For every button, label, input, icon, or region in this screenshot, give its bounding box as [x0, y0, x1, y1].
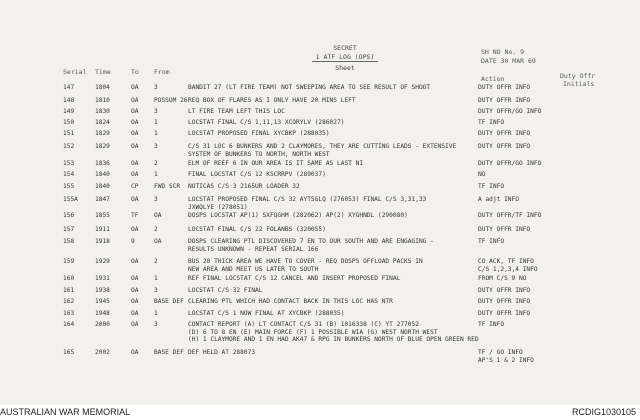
action-cell: FROM C/S 9 NO [478, 275, 527, 282]
serial-cell: 158 [63, 238, 75, 245]
time-cell: 1829 [95, 143, 110, 150]
time-cell: 1830 [95, 108, 110, 115]
time-cell: 1840 [95, 171, 110, 178]
from-cell: 1 [154, 130, 158, 137]
to-cell: OA [131, 160, 139, 167]
action-cell: DUTY OFFR INFO [478, 287, 531, 294]
action-cell: TF INFO [478, 321, 505, 328]
sheet-label: Sheet [335, 64, 355, 72]
message-text: CONTACT REPORT (A) LT CONTACT C/S 31 (B) 1016338 (C) YT 277052 [188, 321, 419, 328]
serial-cell: 156 [63, 212, 75, 219]
initials-header: Initials [563, 80, 595, 88]
from-cell: 3 [154, 321, 158, 328]
serial-cell: 151 [63, 130, 75, 137]
message-text: SYSTEM OF BUNKERS TO NORTH, NORTH WEST [188, 150, 330, 158]
time-cell: 1945 [95, 298, 110, 305]
footer-record-id: RCDIG1030105 [571, 407, 636, 417]
serial-cell: 150 [63, 119, 75, 126]
serial-cell: 154 [63, 171, 75, 178]
from-cell: 1 [154, 119, 158, 126]
from-cell: FWD SCR [154, 183, 181, 190]
action-cell: DUTY OFFR INFO [478, 130, 531, 137]
from-cell: 2 [154, 226, 158, 233]
action-cell: NO [478, 171, 486, 178]
col-time-header: Time [95, 68, 111, 76]
time-cell: 1929 [95, 258, 110, 265]
doc-classification: SECRET [333, 44, 357, 52]
action-cell: DUTY OFFR INFO [478, 298, 531, 305]
message-text: (D) 6 TO 8 EN (E) MAIN FORCE (F) 1 POSSIBLE WIA (G) WEST NORTH WEST [188, 328, 438, 336]
log-date: DATE 30 MAR 69 [481, 57, 536, 65]
to-cell: 9 [131, 238, 135, 245]
action-cell: DUTY OFFR/GO INFO [478, 160, 542, 167]
message-text: JXWQLYE (278051) [188, 203, 248, 211]
serial-cell: 148 [63, 97, 75, 104]
to-cell: OA [131, 226, 139, 233]
time-cell: 1855 [95, 212, 110, 219]
message-text: DEF HELD AT 288073 [188, 349, 256, 356]
message-text: BUS 20 THICK AREA WE HAVE TO COVER - REQ DOSPS OFFLOAD PACKS IN [188, 258, 423, 265]
footer-archive: AUSTRALIAN WAR MEMORIAL [0, 407, 131, 417]
time-cell: 1804 [95, 84, 110, 91]
message-text: LOCSTAT C/S 32 FINAL [188, 287, 263, 294]
from-cell: 1 [154, 310, 158, 317]
message-text: ELM OF REEF 6 IN OUR AREA IS IT SAME AS LAST NI [188, 160, 364, 167]
serial-cell: 162 [63, 298, 75, 305]
from-cell: 3 [154, 287, 158, 294]
to-cell: OA [131, 130, 139, 137]
message-text: REQ BOX OF FLARES AS I ONLY HAVE 20 MINS LEFT [188, 97, 356, 104]
message-text: LOCSTAT C/S 1 NOW FINAL AT XYCBKP (288035) [188, 310, 345, 317]
from-cell: BASE DEF [154, 298, 184, 305]
from-cell: 2 [154, 160, 158, 167]
from-cell: POSSUM 26 [154, 97, 188, 104]
message-text: DOSPS LOCSTAT AP(1) SXFQGHM (282062) AP(2) XYGHNDL (290080) [188, 212, 408, 219]
title-underline [312, 61, 378, 62]
to-cell: CP [131, 183, 139, 190]
to-cell: OA [131, 143, 139, 150]
from-cell: 1 [154, 275, 158, 282]
from-cell: OA [154, 238, 162, 245]
message-text: LOCSTAT FINAL C/S 22 FOLANBS (320055) [188, 226, 326, 233]
to-cell: OA [131, 119, 139, 126]
to-cell: OA [131, 258, 139, 265]
message-text: LT FIRE TEAM LEFT THIS LOC [188, 108, 285, 115]
to-cell: TF [131, 212, 139, 219]
from-cell: 3 [154, 84, 158, 91]
col-from-header: From [154, 68, 170, 76]
serial-cell: 159 [63, 258, 75, 265]
action-cell: TF INFO [478, 183, 505, 190]
from-cell: 3 [154, 143, 158, 150]
serial-cell: 155A [63, 196, 78, 203]
time-cell: 1847 [95, 196, 110, 203]
to-cell: OA [131, 349, 139, 356]
time-cell: 1918 [95, 238, 110, 245]
message-text: C/S 31 LOC 6 BUNKERS AND 2 CLAYMORES, THEY ARE CUTTING LEADS - EXTENSIVE [188, 143, 457, 150]
time-cell: 2002 [95, 349, 110, 356]
time-cell: 1948 [95, 310, 110, 317]
to-cell: OA [131, 171, 139, 178]
serial-cell: 153 [63, 160, 75, 167]
from-cell: OA [154, 212, 162, 219]
action-cell: A adjt INFO [478, 196, 519, 203]
action-cell: DUTY OFFR INFO [478, 226, 531, 233]
from-cell: 3 [154, 108, 158, 115]
message-text: CLEARING PTL WHICH HAD CONTACT BACK IN THIS LOC HAS NTR [188, 298, 393, 305]
message-text: LOCSTAT PROPOSED FINAL C/S 32 AYTSGLQ (276053) FINAL C/S 3,31,33 [188, 196, 427, 203]
time-cell: 1840 [95, 183, 110, 190]
time-cell: 1810 [95, 97, 110, 104]
action-cell: DUTY OFFR/TF INFO [478, 212, 542, 219]
action-header: Action [481, 75, 505, 83]
serial-cell: 163 [63, 310, 75, 317]
col-serial-header: Serial [63, 68, 87, 76]
to-cell: OA [131, 298, 139, 305]
message-text: RESULTS UNKNOWN - REPEAT SERIAL 166 [188, 245, 319, 253]
to-cell: OA [131, 321, 139, 328]
to-cell: OA [131, 196, 139, 203]
serial-cell: 157 [63, 226, 75, 233]
message-text: DOSPS CLEARING PTL DISCOVERED 7 EN TO OUR SOUTH AND ARE ENGAGING - [188, 238, 434, 245]
serial-cell: 165 [63, 349, 75, 356]
from-cell: 3 [154, 196, 158, 203]
action-cell: DUTY OFFR INFO [478, 310, 531, 317]
serial-cell: 155 [63, 183, 75, 190]
action-cell: DUTY OFFR INFO [478, 84, 531, 91]
time-cell: 1911 [95, 226, 110, 233]
duty-offr-header: Duty Offr [560, 72, 596, 80]
message-text: BANDIT 27 (LT FIRE TEAM) NOT SWEEPING AREA TO SEE RESULT OF SHOOT [188, 84, 431, 91]
time-cell: 1824 [95, 119, 110, 126]
to-cell: OA [131, 84, 139, 91]
from-cell: BASE DEF [154, 349, 184, 356]
serial-cell: 149 [63, 108, 75, 115]
doc-title: 1 ATF LOG (OPS) [315, 53, 375, 61]
message-text: LOCSTAT PROPOSED FINAL XYCBKP (288035) [188, 130, 330, 137]
message-text: (H) 1 CLAYMORE AND 1 EN HAD AK47 & RPG IN BUNKERS NORTH OF BLUE OPEN GREEN RED [188, 336, 479, 343]
sheet-number: SH NO No. 9 [481, 48, 525, 56]
serial-cell: 160 [63, 275, 75, 282]
action-cell: DUTY OFFR INFO [478, 97, 531, 104]
time-cell: 1938 [95, 287, 110, 294]
col-to-header: To [131, 68, 139, 76]
serial-cell: 152 [63, 143, 75, 150]
from-cell: 2 [154, 258, 158, 265]
message-text: LOCSTAT FINAL C/S 1,11,13 XCORYLV (286027) [188, 119, 345, 126]
to-cell: OA [131, 97, 139, 104]
action-cell: TF INFO [478, 238, 505, 245]
to-cell: OA [131, 275, 139, 282]
time-cell: 2000 [95, 321, 110, 328]
action-cell: DUTY OFFR/GO INFO [478, 108, 542, 115]
message-text: NOTICAS C/S 3 2165UR LOADER 32 [188, 183, 300, 190]
action-cell: DUTY OFFR INFO [478, 143, 531, 150]
time-cell: 1931 [95, 275, 110, 282]
serial-cell: 147 [63, 84, 75, 91]
to-cell: OA [131, 310, 139, 317]
serial-cell: 161 [63, 287, 75, 294]
message-text: REF FINAL LOCSTAT C/S 12 CANCEL AND INSERT PROPOSED FINAL [188, 275, 401, 282]
to-cell: OA [131, 108, 139, 115]
to-cell: OA [131, 287, 139, 294]
action-cell: TF / GO INFO AP'S 1 & 2 INFO [478, 349, 534, 364]
message-text: FINAL LOCSTAT C/S 12 KSCRRPV (289037) [188, 171, 326, 178]
time-cell: 1829 [95, 130, 110, 137]
time-cell: 1836 [95, 160, 110, 167]
action-cell: TF INFO [478, 119, 505, 126]
from-cell: 1 [154, 171, 158, 178]
serial-cell: 164 [63, 321, 75, 328]
action-cell: CO ACK, TF INFO C/S 1,2,3,4 INFO [478, 258, 538, 273]
message-text: NEW AREA AND MEET US LATER TO SOUTH [188, 265, 319, 273]
